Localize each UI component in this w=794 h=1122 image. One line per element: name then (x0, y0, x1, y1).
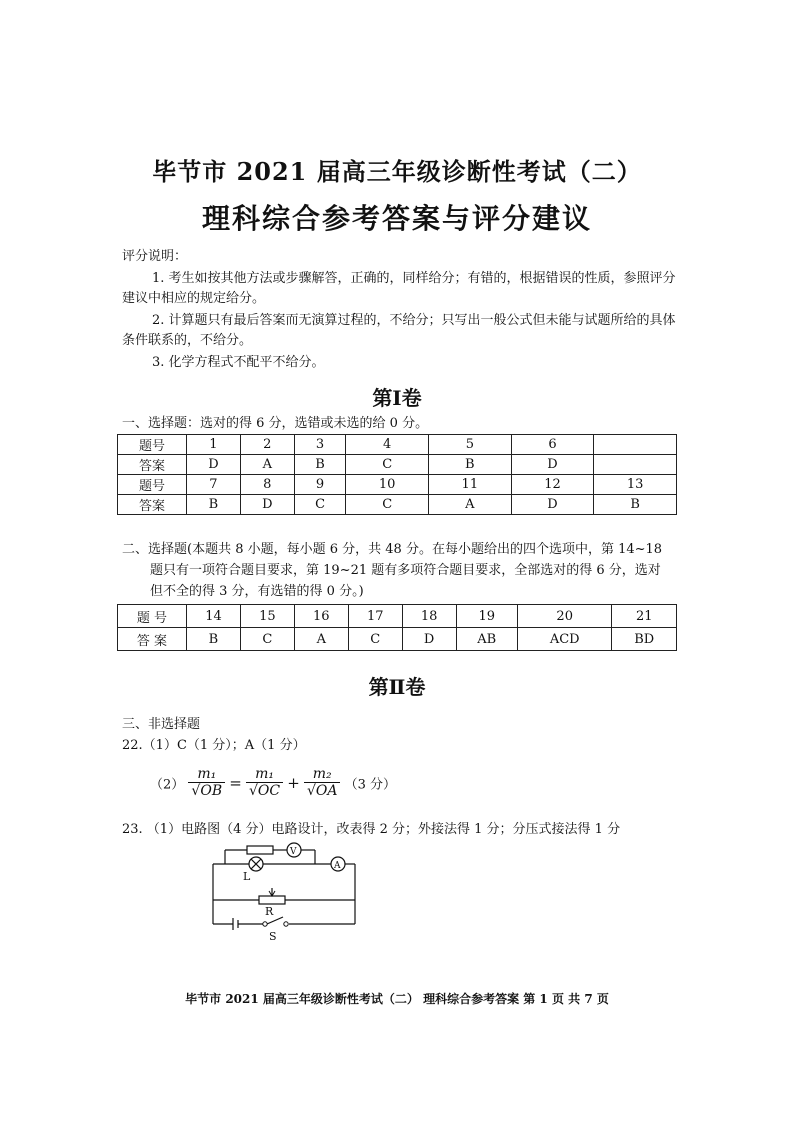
question-22-part-1: 22.（1）C（1 分）；A（1 分） (122, 738, 306, 753)
table-cell: 6 (511, 435, 594, 455)
table-cell: 18 (402, 605, 456, 628)
table-cell: 9 (294, 475, 346, 495)
section-1-intro: 一、选择题：选对的得 6 分，选错或未选的给 0 分。 (122, 416, 429, 431)
voltmeter-label: V (290, 847, 297, 857)
table-cell: C (346, 495, 429, 515)
table-cell: C (348, 628, 402, 651)
plus-sign: + (287, 774, 300, 792)
exam-title: 毕节市 2021 届高三年级诊断性考试（二） (152, 157, 642, 186)
fraction-denominator: √OA (306, 783, 338, 799)
fraction-denominator: √OC (248, 783, 281, 799)
table-cell: 8 (240, 475, 294, 495)
table-cell: B (294, 455, 346, 475)
fraction-rhs (304, 766, 341, 800)
fraction-mid (246, 766, 283, 800)
table-cell (594, 455, 677, 475)
table-cell: A (294, 628, 348, 651)
question-23-part-1: 23. （1）电路图（4 分）电路设计，改表得 2 分；外接法得 1 分；分压式接法得 1 分 (122, 822, 621, 837)
answer-key-title: 理科综合参考答案与评分建议 (201, 202, 592, 235)
fraction-numerator: m₁ (188, 766, 225, 783)
table-cell: A (240, 455, 294, 475)
table-cell: B (187, 495, 241, 515)
table-cell: 13 (594, 475, 677, 495)
section-2-intro-line-3: 但不全的得 3 分，有选错的得 0 分。) (150, 584, 364, 599)
table-cell: C (240, 628, 294, 651)
table-cell: B (594, 495, 677, 515)
lamp-label: L (243, 870, 251, 883)
table-cell: 11 (429, 475, 512, 495)
table-cell: 20 (517, 605, 612, 628)
table-cell: 16 (294, 605, 348, 628)
table-cell: 21 (612, 605, 677, 628)
table-cell: A (429, 495, 512, 515)
table-cell: B (187, 628, 241, 651)
table-cell: C (294, 495, 346, 515)
fraction-lhs (188, 766, 225, 800)
table-cell: BD (612, 628, 677, 651)
circuit-diagram (205, 840, 370, 945)
row-label-answer: 答案 (118, 455, 187, 475)
table-row (118, 475, 677, 495)
question-22-part-2 (150, 766, 396, 800)
row-label-answer: 答案 (118, 495, 187, 515)
table-cell: ACD (517, 628, 612, 651)
table-cell: 4 (346, 435, 429, 455)
row-label-question: 题号 (118, 475, 187, 495)
section-2-intro-line-2: 题只有一项符合题目要求，第 19~21 题有多项符合题目要求，全部选对的得 6 分，选对 (150, 563, 661, 578)
answer-table-1 (117, 434, 677, 515)
table-row (118, 435, 677, 455)
table-cell: 19 (456, 605, 517, 628)
table-cell: C (346, 455, 429, 475)
fraction-denominator: √OB (191, 783, 223, 799)
row-label-answer: 答 案 (118, 628, 187, 651)
answer-table-2 (117, 604, 677, 651)
table-cell: 10 (346, 475, 429, 495)
section-2-intro-line-1: 二、选择题(本题共 8 小题，每小题 6 分，共 48 分。在每小题给出的四个选项中，第 14~18 (122, 542, 663, 557)
table-cell: 5 (429, 435, 512, 455)
table-cell: B (429, 455, 512, 475)
part-2-heading: 第Ⅱ卷 (368, 675, 426, 699)
row-label-question: 题 号 (118, 605, 187, 628)
table-cell: D (511, 495, 594, 515)
table-row (118, 605, 677, 628)
table-row (118, 628, 677, 651)
ammeter-label: A (334, 861, 341, 871)
scoring-note-2: 2. 计算题只有最后答案而无演算过程的，不给分；只写出一般公式但未能与试题所给的具体条件联系的，不给分。 (122, 313, 676, 348)
table-cell: 1 (187, 435, 241, 455)
part-1-heading: 第Ⅰ卷 (372, 386, 422, 410)
page-footer: 毕节市 2021 届高三年级诊断性考试（二） 理科综合参考答案 第 1 页 共 7 页 (185, 992, 609, 1006)
scoring-note-1: 1. 考生如按其他方法或步骤解答，正确的，同样给分；有错的，根据错误的性质，参照评分建议中相应的规定给分。 (122, 271, 676, 306)
row-label-question: 题号 (118, 435, 187, 455)
switch-label: S (269, 930, 277, 943)
table-cell: 14 (187, 605, 241, 628)
table-row (118, 455, 677, 475)
table-cell: AB (456, 628, 517, 651)
table-row (118, 495, 677, 515)
table-cell (594, 435, 677, 455)
equals-sign: = (229, 774, 242, 792)
table-cell: 2 (240, 435, 294, 455)
fraction-numerator: m₁ (246, 766, 283, 783)
score-note: （3 分） (344, 777, 397, 793)
table-cell: D (402, 628, 456, 651)
section-3-heading: 三、非选择题 (122, 717, 201, 732)
fraction-numerator: m₂ (304, 766, 341, 783)
table-cell: 12 (511, 475, 594, 495)
table-cell: D (511, 455, 594, 475)
table-cell: 15 (240, 605, 294, 628)
table-cell: D (240, 495, 294, 515)
scoring-note-3: 3. 化学方程式不配平不给分。 (152, 355, 325, 370)
table-cell: 17 (348, 605, 402, 628)
table-cell: 3 (294, 435, 346, 455)
table-cell: D (187, 455, 241, 475)
rheostat-label: R (265, 905, 274, 918)
scoring-notes-heading: 评分说明： (122, 249, 188, 264)
part-2-prefix: （2） (150, 777, 185, 793)
table-cell: 7 (187, 475, 241, 495)
